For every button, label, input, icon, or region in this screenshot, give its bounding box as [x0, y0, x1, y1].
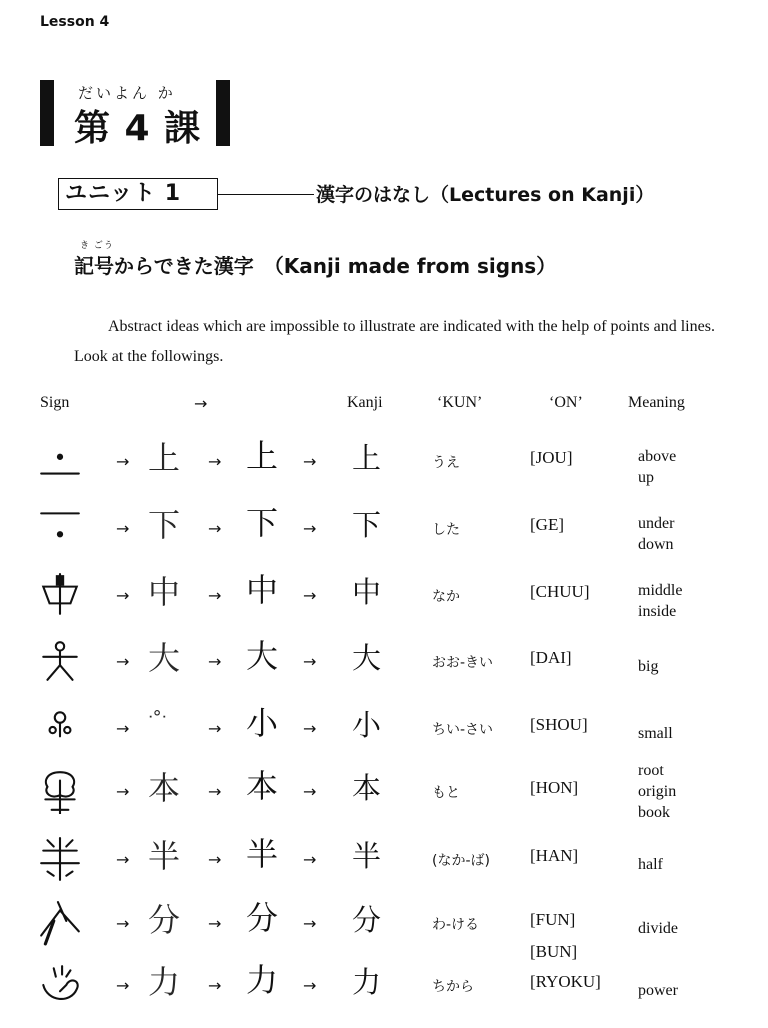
meaning-text	[638, 513, 674, 555]
sign-stage-3: 小	[246, 704, 279, 742]
kun-reading: わ-ける	[432, 917, 480, 933]
kun-reading: なか	[432, 589, 460, 605]
kanji-character: 中	[352, 575, 382, 609]
kanji-character: 本	[352, 771, 382, 805]
table-row	[0, 962, 768, 1028]
sign-stage-3: 上	[246, 437, 279, 475]
dot-below-line-icon	[38, 505, 82, 555]
arrow-icon: →	[116, 782, 130, 801]
on-reading	[530, 904, 577, 968]
on-reading-line: [GE]	[530, 515, 564, 534]
meaning-text	[638, 854, 663, 875]
meaning-line: up	[638, 469, 654, 486]
on-reading-line: [SHOU]	[530, 715, 588, 734]
header-kanji: Kanji	[347, 394, 383, 411]
arrow-icon: →	[116, 586, 130, 605]
meaning-line: book	[638, 804, 670, 821]
header-meaning: Meaning	[628, 394, 685, 411]
meaning-line: big	[638, 658, 659, 675]
lesson-heading	[40, 80, 240, 149]
sign-stage-2: 下	[148, 506, 181, 544]
on-reading	[530, 576, 590, 608]
sign-stage-3: 分	[246, 899, 279, 937]
arrow-icon: →	[208, 586, 222, 605]
kanji-character: 分	[352, 903, 382, 937]
kanji-character: 力	[352, 965, 382, 999]
sign-stage-3: 力	[246, 961, 279, 999]
on-reading-line: [HON]	[530, 778, 579, 797]
table-row	[0, 836, 768, 902]
flexed-arm-icon	[38, 962, 82, 1012]
sign-stage-2: 上	[148, 439, 181, 477]
sign-stage-3: 中	[246, 571, 279, 609]
table-row	[0, 762, 768, 834]
kun-reading: (なか-ば)	[432, 853, 490, 869]
arrow-icon: →	[303, 652, 317, 671]
meaning-line: half	[638, 856, 663, 873]
sign-stage-3: 大	[246, 637, 279, 675]
table-row	[0, 572, 768, 638]
arrow-icon: →	[116, 652, 130, 671]
on-reading-line: [HAN]	[530, 846, 579, 865]
kanji-character: 小	[352, 708, 382, 742]
meaning-line: power	[638, 982, 678, 999]
on-reading	[530, 642, 572, 674]
kanji-character: 下	[352, 508, 382, 542]
unit-caption: 漢字のはなし（Lectures on Kanji）	[316, 184, 655, 206]
arrow-icon: →	[116, 976, 130, 995]
arrow-icon: →	[116, 719, 130, 738]
kun-reading: ちい-さい	[432, 722, 494, 738]
header-kun: ‘KUN’	[437, 394, 483, 411]
meaning-text	[638, 723, 673, 744]
knife-cutting-icon	[38, 900, 82, 950]
unit-label: ユニット 1	[58, 178, 218, 210]
meaning-line: above	[638, 448, 677, 465]
meaning-line: inside	[638, 603, 677, 620]
lesson-bar-left	[40, 80, 54, 146]
sign-stage-2: 本	[148, 769, 181, 807]
arrow-icon: →	[208, 452, 222, 471]
header-arrow: →	[194, 394, 208, 413]
pierced-box-icon	[38, 572, 82, 622]
sign-stage-3: 本	[246, 767, 279, 805]
on-reading	[530, 442, 573, 474]
on-reading-line: [FUN]	[530, 910, 576, 929]
on-reading-line: [DAI]	[530, 648, 572, 667]
on-reading	[530, 966, 601, 998]
lesson-bar-right	[216, 80, 230, 146]
kun-reading: した	[432, 522, 460, 538]
section-heading: 記号からできた漢字 （Kanji made from signs）	[74, 254, 557, 278]
on-reading-line: [JOU]	[530, 448, 573, 467]
table-row	[0, 638, 768, 704]
kun-reading: もと	[432, 785, 460, 801]
arrow-icon: →	[303, 782, 317, 801]
half-split-icon	[38, 836, 82, 886]
meaning-line: middle	[638, 582, 683, 599]
on-reading	[530, 772, 578, 804]
arrow-icon: →	[208, 976, 222, 995]
arrow-icon: →	[116, 519, 130, 538]
sign-stage-3: 下	[246, 504, 279, 542]
sign-stage-2: 分	[148, 901, 181, 939]
table-row	[0, 438, 768, 504]
on-reading-line: [RYOKU]	[530, 972, 601, 991]
kun-reading: おお-きい	[432, 655, 494, 671]
on-reading-line: [CHUU]	[530, 582, 590, 601]
table-row	[0, 505, 768, 571]
heading-ruby: き ごう	[80, 241, 114, 251]
meaning-line: divide	[638, 920, 678, 937]
arrow-icon: →	[303, 850, 317, 869]
stick-figure-icon	[38, 638, 82, 688]
kanji-character: 大	[352, 641, 382, 675]
intro-paragraph: Abstract ideas which are impossible to illustrate are indicated with the help of points and lines. Look at the followings.	[74, 318, 715, 365]
meaning-text	[638, 580, 682, 622]
meaning-text	[638, 980, 678, 1001]
kun-reading: ちから	[432, 979, 474, 995]
header-sign: Sign	[40, 394, 70, 411]
meaning-line: origin	[638, 783, 677, 800]
small-dots-icon	[38, 705, 82, 755]
header-on: ‘ON’	[549, 394, 583, 411]
arrow-icon: →	[303, 586, 317, 605]
meaning-text	[638, 446, 676, 488]
tree-with-roots-icon	[38, 768, 82, 818]
lesson-title: 第 4 課	[74, 108, 202, 149]
arrow-icon: →	[208, 850, 222, 869]
sign-stage-2: ᐧ°ᐧ	[148, 707, 167, 728]
sign-stage-2: 力	[148, 963, 181, 1001]
running-head: Lesson 4	[40, 14, 110, 30]
meaning-line: down	[638, 536, 674, 553]
arrow-icon: →	[208, 782, 222, 801]
meaning-text	[638, 760, 676, 823]
arrow-icon: →	[303, 452, 317, 471]
dot-above-line-icon	[38, 438, 82, 488]
sign-stage-3: 半	[246, 835, 279, 873]
arrow-icon: →	[116, 452, 130, 471]
on-reading	[530, 709, 588, 741]
sign-stage-2: 大	[148, 639, 181, 677]
on-reading-line: [BUN]	[530, 942, 578, 961]
meaning-line: small	[638, 725, 673, 742]
meaning-text	[638, 918, 678, 939]
meaning-line: under	[638, 515, 675, 532]
arrow-icon: →	[208, 519, 222, 538]
sign-stage-2: 中	[148, 573, 181, 611]
arrow-icon: →	[208, 652, 222, 671]
unit-connector-line	[218, 194, 314, 195]
arrow-icon: →	[208, 719, 222, 738]
arrow-icon: →	[303, 519, 317, 538]
lesson-ruby: だいよん か	[78, 84, 176, 102]
table-row	[0, 900, 768, 966]
kanji-character: 半	[352, 839, 382, 873]
sign-stage-2: 半	[148, 837, 181, 875]
arrow-icon: →	[303, 976, 317, 995]
arrow-icon: →	[208, 914, 222, 933]
arrow-icon: →	[116, 914, 130, 933]
kanji-character: 上	[352, 441, 382, 475]
meaning-line: root	[638, 762, 664, 779]
arrow-icon: →	[116, 850, 130, 869]
on-reading	[530, 509, 564, 541]
arrow-icon: →	[303, 914, 317, 933]
arrow-icon: →	[303, 719, 317, 738]
meaning-text	[638, 656, 658, 677]
kun-reading: うえ	[432, 455, 460, 471]
on-reading	[530, 840, 578, 872]
